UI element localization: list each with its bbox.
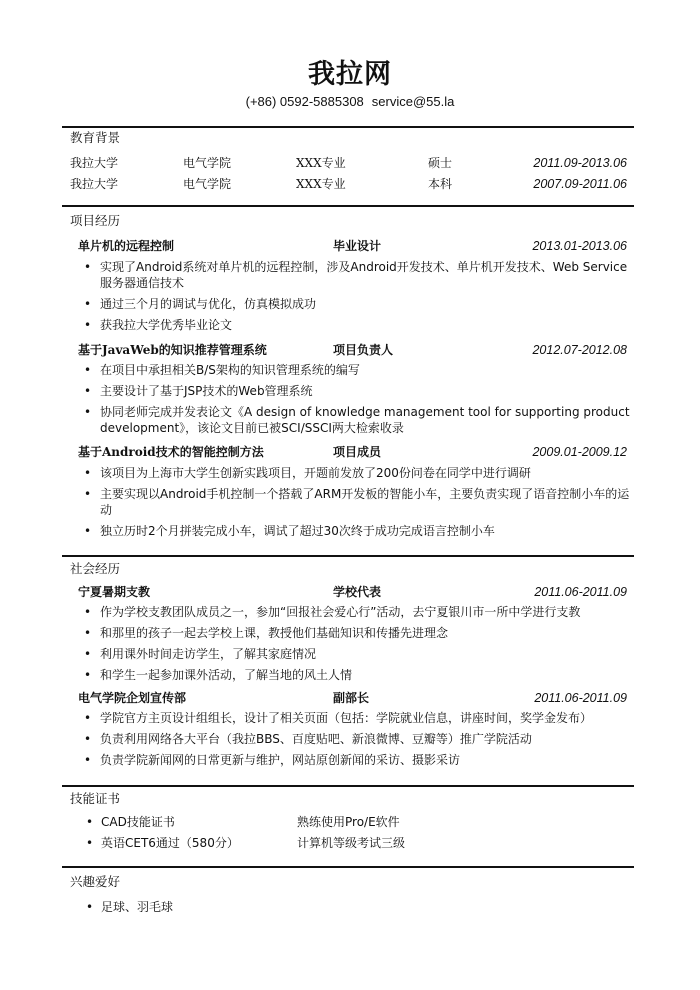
project-name: 单片机的远程控制 — [78, 239, 175, 253]
education-row — [0, 175, 700, 193]
section-divider-education — [62, 126, 634, 128]
list-item: • 和那里的孩子一起去学校上课，教授他们基础知识和传播先进理念 — [84, 625, 634, 641]
education-college: 电气学院 — [183, 156, 232, 170]
education-school: 我拉大学 — [70, 177, 119, 191]
list-item: • 独立历时2个月拼装完成小车，调试了超过30次终于成功完成语言控制小车 — [84, 523, 634, 539]
project-name: 基于JavaWeb的知识推荐管理系统 — [78, 343, 267, 357]
education-date: 2011.09-2013.06 — [533, 156, 627, 170]
list-item: • 负责学院新闻网的日常更新与维护，网站原创新闻的采访、摄影采访 — [84, 752, 634, 768]
list-item: • 该项目为上海市大学生创新实践项目，开题前发放了200份问卷在同学中进行调研 — [84, 465, 634, 481]
activity-role: 副部长 — [333, 691, 370, 705]
project-date: 2012.07-2012.08 — [532, 343, 627, 357]
list-item: • 通过三个月的调试与优化，仿真模拟成功 — [84, 296, 634, 312]
skill-item: CAD技能证书 — [101, 815, 175, 829]
section-title-hobbies: 兴趣爱好 — [70, 874, 121, 889]
list-item: • 获我拉大学优秀毕业论文 — [84, 317, 634, 333]
education-degree: 本科 — [428, 177, 453, 191]
project-date: 2013.01-2013.06 — [532, 239, 627, 253]
list-item: • 学院官方主页设计组组长，设计了相关页面（包括：学院就业信息，讲座时间，奖学金发布） — [84, 710, 634, 726]
activity-name: 宁夏暑期支教 — [78, 585, 151, 599]
activity-name: 电气学院企划宣传部 — [78, 691, 187, 705]
activity-date: 2011.06-2011.09 — [534, 585, 627, 599]
section-divider-skills — [62, 785, 634, 787]
list-item: • 主要设计了基于JSP技术的Web管理系统 — [84, 383, 634, 399]
education-major: XXX专业 — [296, 177, 346, 191]
education-date: 2007.09-2011.06 — [533, 177, 627, 191]
education-degree: 硕士 — [428, 156, 453, 170]
list-item: • 在项目中承担相关B/S架构的知识管理系统的编写 — [84, 362, 634, 378]
project-date: 2009.01-2009.12 — [532, 445, 627, 459]
activity-bullet-list — [84, 710, 634, 773]
skill-item: 英语CET6通过（580分） — [101, 836, 239, 850]
activity-header — [0, 583, 700, 601]
project-header — [0, 341, 700, 359]
project-role: 项目负责人 — [333, 343, 394, 357]
project-bullet-list — [84, 465, 634, 544]
project-role: 毕业设计 — [333, 239, 382, 253]
activity-role: 学校代表 — [333, 585, 382, 599]
project-bullet-list — [84, 259, 634, 338]
section-divider-social — [62, 555, 634, 557]
skills-row — [0, 813, 700, 831]
education-major: XXX专业 — [296, 156, 346, 170]
activity-header — [0, 689, 700, 707]
resume-name: 我拉网 — [308, 59, 392, 90]
section-title-social: 社会经历 — [70, 561, 121, 576]
skill-item: 熟练使用Pro/E软件 — [297, 815, 400, 829]
list-item: • 作为学校支教团队成员之一，参加“回报社会爱心行”活动，去宁夏银川市一所中学进行支教 — [84, 604, 634, 620]
project-header — [0, 237, 700, 255]
section-title-projects: 项目经历 — [70, 213, 121, 228]
list-item: • 协同老师完成并发表论文《A design of knowledge management tool for supporting product development》，该论文目前已被SCI/SSCI两大检索收录 — [84, 404, 634, 436]
list-item: • 实现了Android系统对单片机的远程控制，涉及Android开发技术、单片机开发技术、Web Service服务器通信技术 — [84, 259, 634, 291]
skill-item: 计算机等级考试三级 — [297, 836, 406, 850]
bullet-icon: • — [86, 836, 94, 850]
bullet-icon: • — [86, 815, 94, 829]
contact-line — [0, 94, 700, 110]
section-title-education: 教育背景 — [70, 130, 121, 145]
bullet-icon: • — [86, 900, 94, 914]
skills-row — [0, 834, 700, 852]
phone-number: (+86) 0592-5885308 — [245, 94, 364, 109]
project-header — [0, 443, 700, 461]
activity-date: 2011.06-2011.09 — [534, 691, 627, 705]
list-item: • 主要实现以Android手机控制一个搭载了ARM开发板的智能小车，主要负责实现了语音控制小车的运动 — [84, 486, 634, 518]
list-item: • 利用课外时间走访学生，了解其家庭情况 — [84, 646, 634, 662]
education-school: 我拉大学 — [70, 156, 119, 170]
education-college: 电气学院 — [183, 177, 232, 191]
project-name: 基于Android技术的智能控制方法 — [78, 445, 264, 459]
project-role: 项目成员 — [333, 445, 382, 459]
education-row — [0, 154, 700, 172]
section-title-skills: 技能证书 — [70, 791, 121, 806]
section-divider-hobbies — [62, 866, 634, 868]
activity-bullet-list — [84, 604, 634, 688]
section-divider-projects — [62, 205, 634, 207]
list-item: • 负责利用网络各大平台（我拉BBS、百度贴吧、新浪微博、豆瓣等）推广学院活动 — [84, 731, 634, 747]
project-bullet-list — [84, 362, 634, 441]
list-item: • 和学生一起参加课外活动，了解当地的风土人情 — [84, 667, 634, 683]
email-address: service@55.la — [371, 94, 455, 109]
hobby-item: 足球、羽毛球 — [101, 900, 174, 914]
hobbies-row — [0, 898, 700, 916]
